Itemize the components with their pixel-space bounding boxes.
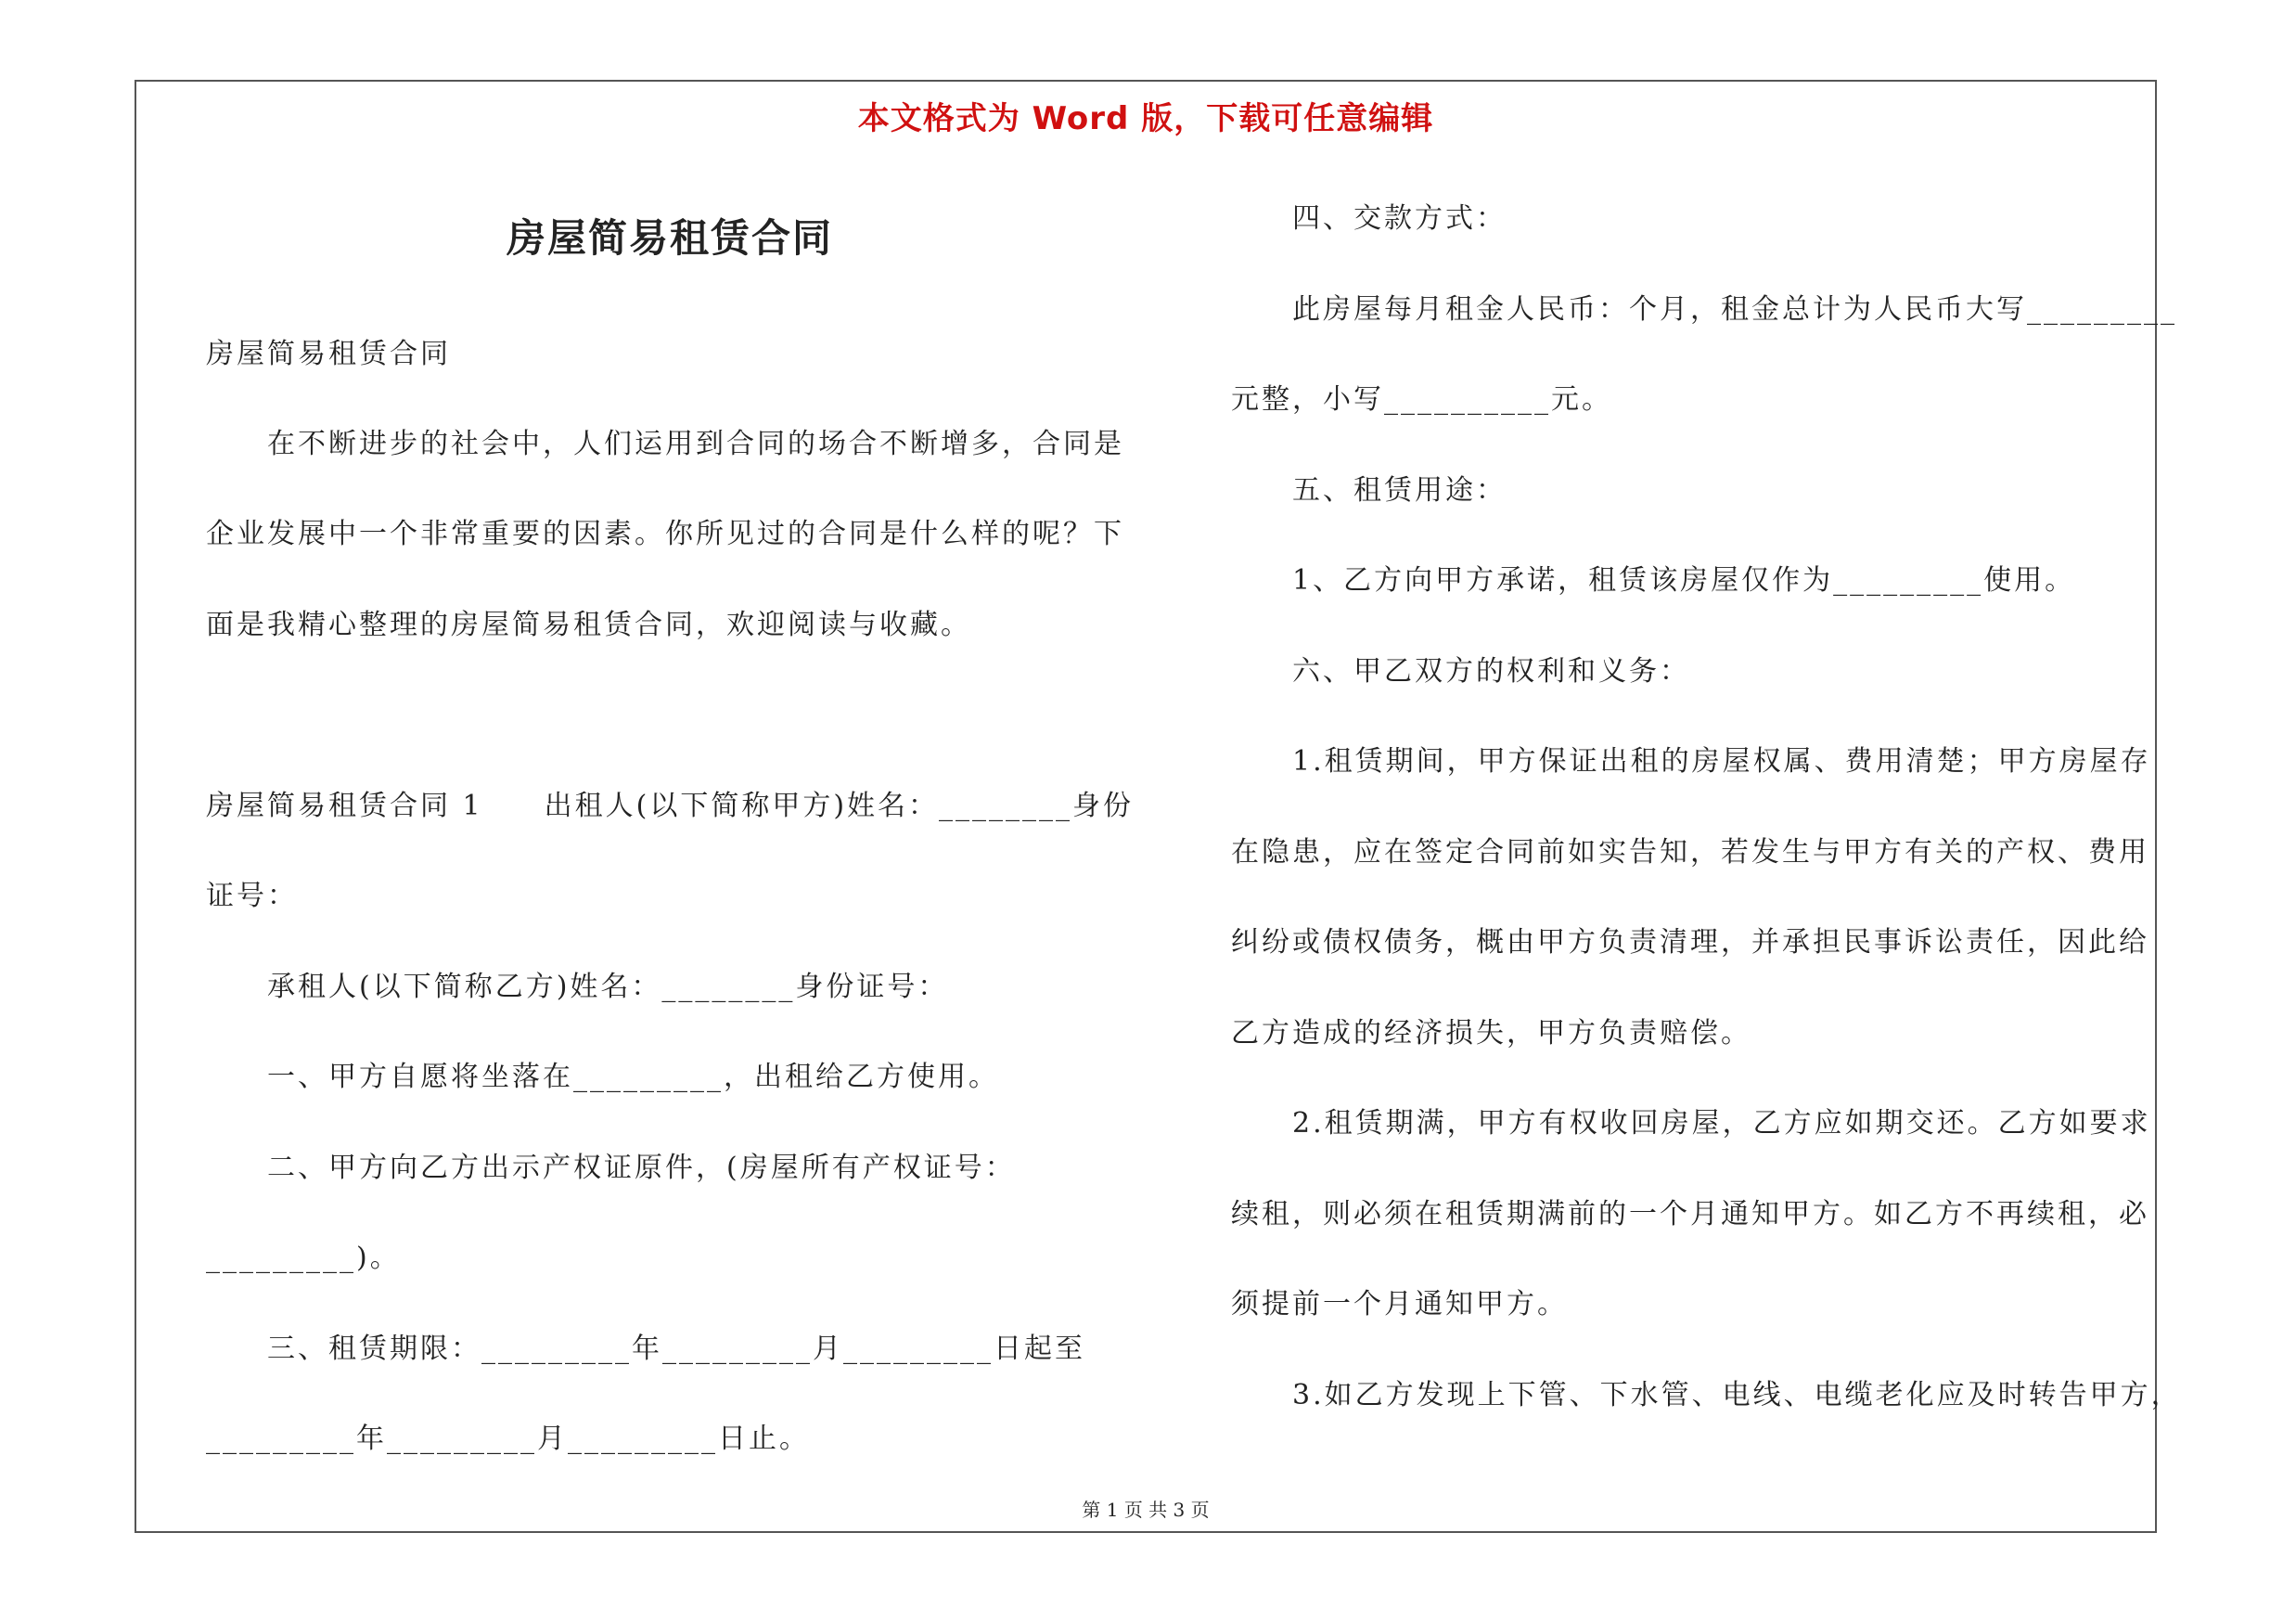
document-title: 房屋简易租赁合同 [506, 215, 833, 261]
paragraph-line: _________年_________月_________日止。 [206, 1423, 810, 1455]
paragraph-line: 乙方造成的经济损失，甲方负责赔偿。 [1231, 1017, 1751, 1050]
paragraph-line: 须提前一个月通知甲方。 [1231, 1288, 1568, 1320]
paragraph-line: 在不断进步的社会中，人们运用到合同的场合不断增多，合同是 [206, 428, 1124, 460]
paragraph-line: 房屋简易租赁合同 1 出租人(以下简称甲方)姓名：________身份 [206, 790, 1135, 822]
paragraph-line: 此房屋每月租金人民币：个月，租金总计为人民币大写_________ [1231, 293, 2177, 326]
paragraph-line: 一、甲方自愿将坐落在_________，出租给乙方使用。 [206, 1061, 999, 1093]
paragraph-line: 房屋简易租赁合同 [206, 338, 451, 370]
paragraph-line: 2.租赁期满，甲方有权收回房屋，乙方应如期交还。乙方如要求 [1231, 1107, 2151, 1140]
page-number-footer: 第 1 页 共 3 页 [1082, 1499, 1210, 1521]
paragraph-line: 企业发展中一个非常重要的因素。你所见过的合同是什么样的呢？下 [206, 518, 1124, 550]
paragraph-line: 3.如乙方发现上下管、下水管、电线、电缆老化应及时转告甲方， [1231, 1379, 2182, 1411]
paragraph-line: 1.租赁期间，甲方保证出租的房屋权属、费用清楚；甲方房屋存 [1231, 745, 2151, 778]
paragraph-line: 纠纷或债权债务，概由甲方负责清理，并承担民事诉讼责任，因此给 [1231, 926, 2149, 959]
paragraph-line: 证号： [206, 880, 298, 912]
paragraph-line: 元整，小写__________元。 [1231, 383, 1612, 416]
paragraph-line: 二、甲方向乙方出示产权证原件，(房屋所有产权证号： [206, 1152, 1016, 1184]
paragraph-line: 续租，则必须在租赁期满前的一个月通知甲方。如乙方不再续租，必 [1231, 1198, 2149, 1230]
paragraph-line: 三、租赁期限：_________年_________月_________日起至 [206, 1333, 1085, 1365]
word-format-banner: 本文格式为 Word 版，下载可任意编辑 [857, 100, 1434, 137]
paragraph-line: 1、乙方向甲方承诺，租赁该房屋仅作为_________使用。 [1231, 564, 2076, 597]
paragraph-line: 五、租赁用途： [1231, 474, 1507, 507]
paragraph-line: 在隐患，应在签定合同前如实告知，若发生与甲方有关的产权、费用 [1231, 836, 2149, 869]
paragraph-line: 面是我精心整理的房屋简易租赁合同，欢迎阅读与收藏。 [206, 609, 971, 641]
paragraph-line: 承租人(以下简称乙方)姓名：________身份证号： [206, 971, 949, 1003]
document-page [135, 80, 2182, 1533]
paragraph-line: 六、甲乙双方的权利和义务： [1231, 655, 1690, 688]
paragraph-line: 四、交款方式： [1231, 202, 1507, 235]
paragraph-line: _________)。 [206, 1242, 401, 1274]
